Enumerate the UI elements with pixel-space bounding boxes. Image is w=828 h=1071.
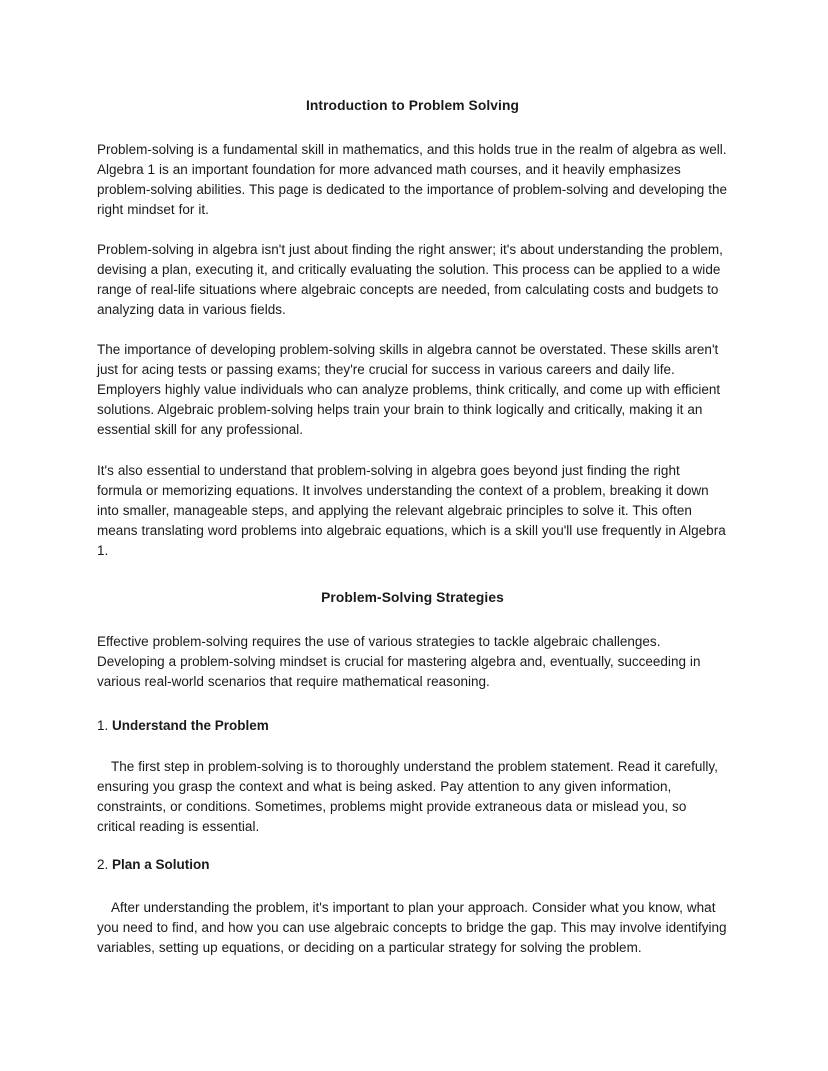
spacer [97, 736, 728, 757]
spacer [97, 320, 728, 340]
section-title-strategies: Problem-Solving Strategies [321, 590, 504, 605]
subsection-heading-understand-the-problem [97, 716, 728, 736]
paragraph-understand-the-problem: The first step in problem-solving is to thoroughly understand the problem statement. Read it carefully, ensuring you grasp the context and what is being asked. Pay attention to any given information, constraints, or conditions. Sometimes, problems might provide extraneous data or mislead you, so critical reading is essential. [97, 759, 718, 834]
paragraph-strategies-intro: Effective problem-solving requires the use of various strategies to tackle algebraic challenges. Developing a problem-solving mindset is crucial for mastering algebra and, eventually, succeeding in various real-world scenarios that require mathematical reasoning. [97, 634, 701, 689]
spacer [97, 837, 728, 855]
page-title: Introduction to Problem Solving [305, 98, 520, 113]
paragraph-beyond-formulas: It's also essential to understand that problem-solving in algebra goes beyond just finding the right formula or memorizing equations. It involves understanding the context of a problem, breaking it down into smaller, manageable steps, and applying the relevant algebraic principles to solve it. This often means translating word problems into algebraic equations, which is a skill you'll use frequently in Algebra 1. [97, 463, 726, 558]
spacer [97, 116, 728, 140]
subsection-number: 2. [97, 857, 109, 872]
spacer [97, 561, 728, 588]
paragraph-intro-overview: Problem-solving is a fundamental skill in mathematics, and this holds true in the realm of algebra as well. Algebra 1 is an important foundation for more advanced math courses, and it heavily emphasizes problem-solving abilities. This page is dedicated to the importance of problem-solving and developing the right mindset for it. [97, 142, 728, 217]
subsection-number: 1. [97, 718, 109, 733]
spacer [97, 220, 728, 240]
spacer [97, 875, 728, 898]
spacer [97, 608, 728, 632]
paragraph-plan-a-solution: After understanding the problem, it's important to plan your approach. Consider what you know, what you need to find, and how you can use algebraic concepts to bridge the gap. This may involve identifying variables, setting up equations, or deciding on a particular strategy for solving the problem. [97, 900, 727, 955]
spacer [97, 692, 728, 716]
subsection-title: Plan a Solution [112, 857, 210, 872]
spacer [97, 440, 728, 461]
paragraph-importance-of-skills: The importance of developing problem-solving skills in algebra cannot be overstated. These skills aren't just for acing tests or passing exams; they're crucial for success in various careers and daily life. Employers highly value individuals who can analyze problems, think critically, and come up with efficient solutions. Algebraic problem-solving helps train your brain to think logically and critically, making it an essential skill for any professional. [97, 342, 721, 437]
paragraph-process-overview: Problem-solving in algebra isn't just about finding the right answer; it's about understanding the problem, devising a plan, executing it, and critically evaluating the solution. This process can be applied to a wide range of real-life situations where algebraic concepts are needed, from calculating costs and budgets to analyzing data in various fields. [97, 242, 723, 317]
document-body [97, 96, 728, 958]
subsection-heading-plan-a-solution [97, 855, 728, 875]
subsection-title: Understand the Problem [112, 718, 269, 733]
